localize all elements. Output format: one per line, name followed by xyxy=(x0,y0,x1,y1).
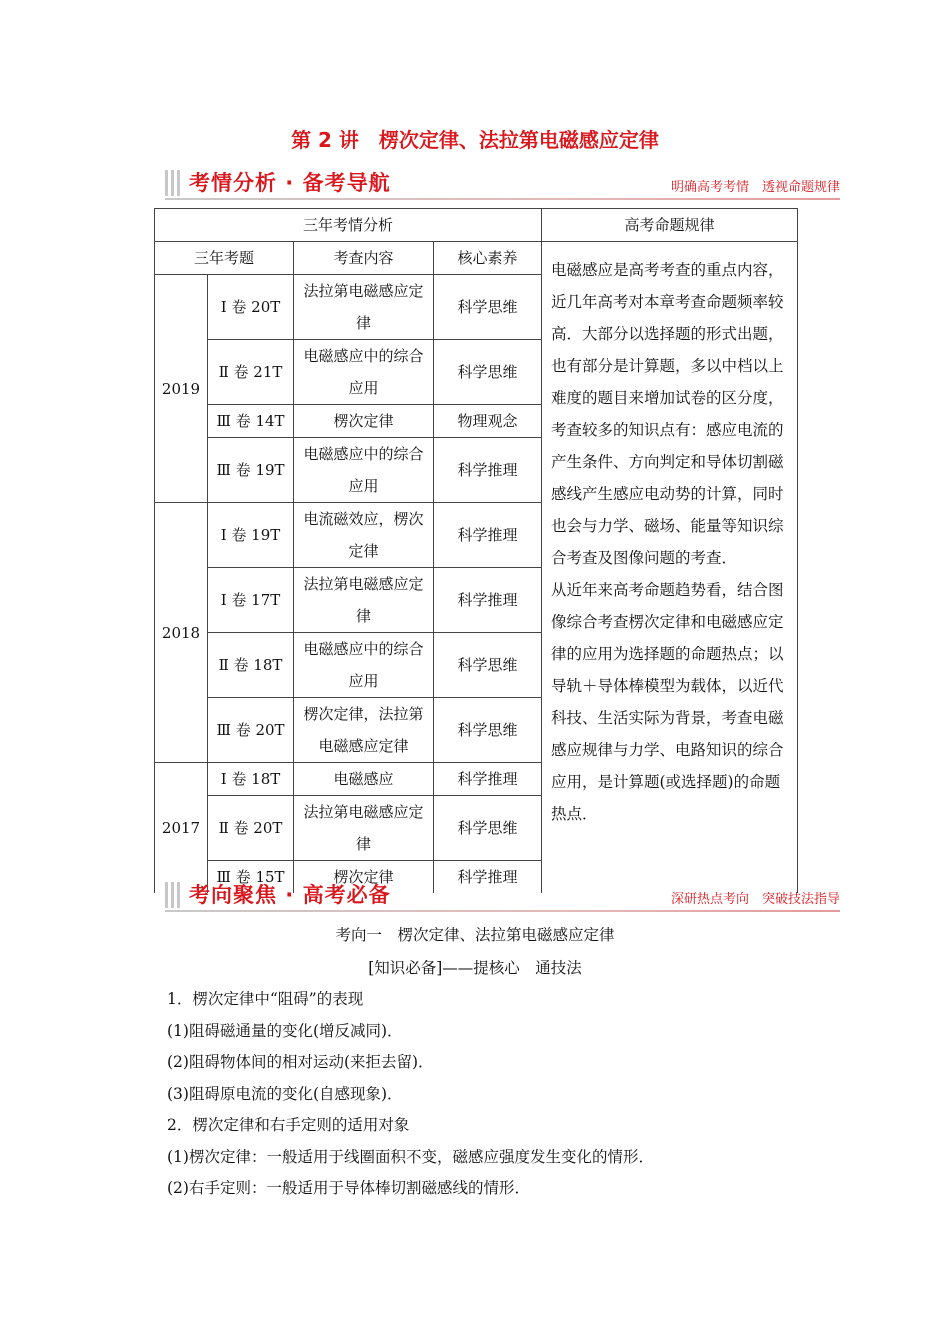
col-header-content: 考查内容 xyxy=(294,242,434,275)
year-cell: 2018 xyxy=(155,503,208,763)
exam-analysis-table xyxy=(154,208,798,893)
col-header-literacy: 核心素养 xyxy=(434,242,542,275)
content-cell: 楞次定律 xyxy=(294,861,434,894)
page-title: 第 2 讲 楞次定律、法拉第电磁感应定律 xyxy=(291,128,659,152)
literacy-cell: 科学推理 xyxy=(434,763,542,796)
content-cell: 电磁感应 xyxy=(294,763,434,796)
section-title: 考向一 楞次定律、法拉第电磁感应定律 xyxy=(335,926,615,944)
paragraph: (3)阻碍原电流的变化(自感现象)． xyxy=(167,1085,403,1103)
section-banner-exam-analysis xyxy=(165,168,840,198)
paragraph: (2)右手定则：一般适用于导体棒切割磁感线的情形． xyxy=(167,1179,530,1197)
banner-heading: 考情分析 · 备考导航 xyxy=(189,171,391,195)
content-cell: 法拉第电磁感应定律 xyxy=(294,796,434,861)
content-cell: 法拉第电磁感应定律 xyxy=(294,568,434,633)
question-cell: Ⅱ 卷 20T xyxy=(208,796,294,861)
paragraph: (2)阻碍物体间的相对运动(来拒去留)． xyxy=(167,1053,434,1071)
banner-bars-icon xyxy=(165,882,181,908)
question-cell: Ⅰ 卷 17T xyxy=(208,568,294,633)
header-exam-rules: 高考命题规律 xyxy=(542,209,798,242)
banner-divider xyxy=(165,198,840,200)
question-cell: Ⅲ 卷 19T xyxy=(208,438,294,503)
banner-subtitle: 深研热点考向 突破技法指导 xyxy=(670,892,840,907)
section-banner-focus xyxy=(165,880,840,910)
content-cell: 电磁感应中的综合应用 xyxy=(294,633,434,698)
literacy-cell: 科学推理 xyxy=(434,568,542,633)
literacy-cell: 科学思维 xyxy=(434,796,542,861)
question-cell: Ⅲ 卷 15T xyxy=(208,861,294,894)
paragraph: (1)楞次定律：一般适用于线圈面积不变，磁感应强度发生变化的情形． xyxy=(167,1148,654,1166)
question-cell: Ⅲ 卷 14T xyxy=(208,405,294,438)
banner-bars-icon xyxy=(165,170,181,196)
content-cell: 楞次定律，法拉第电磁感应定律 xyxy=(294,698,434,763)
content-cell: 电磁感应中的综合应用 xyxy=(294,340,434,405)
banner-subtitle: 明确高考考情 透视命题规律 xyxy=(670,180,840,195)
question-cell: Ⅲ 卷 20T xyxy=(208,698,294,763)
exam-rules-text xyxy=(542,242,798,894)
literacy-cell: 科学推理 xyxy=(434,503,542,568)
literacy-cell: 科学思维 xyxy=(434,275,542,340)
question-cell: Ⅱ 卷 21T xyxy=(208,340,294,405)
content-cell: 电流磁效应，楞次定律 xyxy=(294,503,434,568)
literacy-cell: 科学推理 xyxy=(434,438,542,503)
content-cell: 法拉第电磁感应定律 xyxy=(294,275,434,340)
paragraph: (1)阻碍磁通量的变化(增反减同)． xyxy=(167,1022,403,1040)
content-cell: 电磁感应中的综合应用 xyxy=(294,438,434,503)
literacy-cell: 物理观念 xyxy=(434,405,542,438)
year-cell: 2017 xyxy=(155,763,208,894)
question-cell: Ⅰ 卷 20T xyxy=(208,275,294,340)
rules-paragraph-2: 从近年来高考命题趋势看，结合图像综合考查楞次定律和电磁感应定律的应用为选择题的命题热点；以导轨＋导体棒模型为载体，以近代科技、生活实际为背景，考查电磁感应规律与力学、电路知识的综合应用，是计算题(或选择题)的命题热点． xyxy=(551,581,784,823)
literacy-cell: 科学思维 xyxy=(434,340,542,405)
paragraph: 1．楞次定律中“阻碍”的表现 xyxy=(167,990,364,1008)
literacy-cell: 科学推理 xyxy=(434,861,542,894)
paragraph: 2．楞次定律和右手定则的适用对象 xyxy=(167,1116,410,1134)
section-subtitle: [知识必备]——提核心 通技法 xyxy=(368,959,582,977)
col-header-year: 三年考题 xyxy=(155,242,294,275)
question-cell: Ⅰ 卷 19T xyxy=(208,503,294,568)
year-cell: 2019 xyxy=(155,275,208,503)
literacy-cell: 科学思维 xyxy=(434,633,542,698)
question-cell: Ⅰ 卷 18T xyxy=(208,763,294,796)
header-three-year-analysis: 三年考情分析 xyxy=(155,209,542,242)
content-cell: 楞次定律 xyxy=(294,405,434,438)
question-cell: Ⅱ 卷 18T xyxy=(208,633,294,698)
literacy-cell: 科学思维 xyxy=(434,698,542,763)
banner-divider xyxy=(165,910,840,912)
banner-heading: 考向聚焦 · 高考必备 xyxy=(189,883,391,907)
rules-paragraph-1: 电磁感应是高考考查的重点内容，近几年高考对本章考查命题频率较高．大部分以选择题的形式出题，也有部分是计算题，多以中档以上难度的题目来增加试卷的区分度，考查较多的知识点有：感应电流的产生条件、方向判定和导体切割磁感线产生感应电动势的计算，同时也会与力学、磁场、能量等知识综合考查及图像问题的考查． xyxy=(551,261,784,567)
